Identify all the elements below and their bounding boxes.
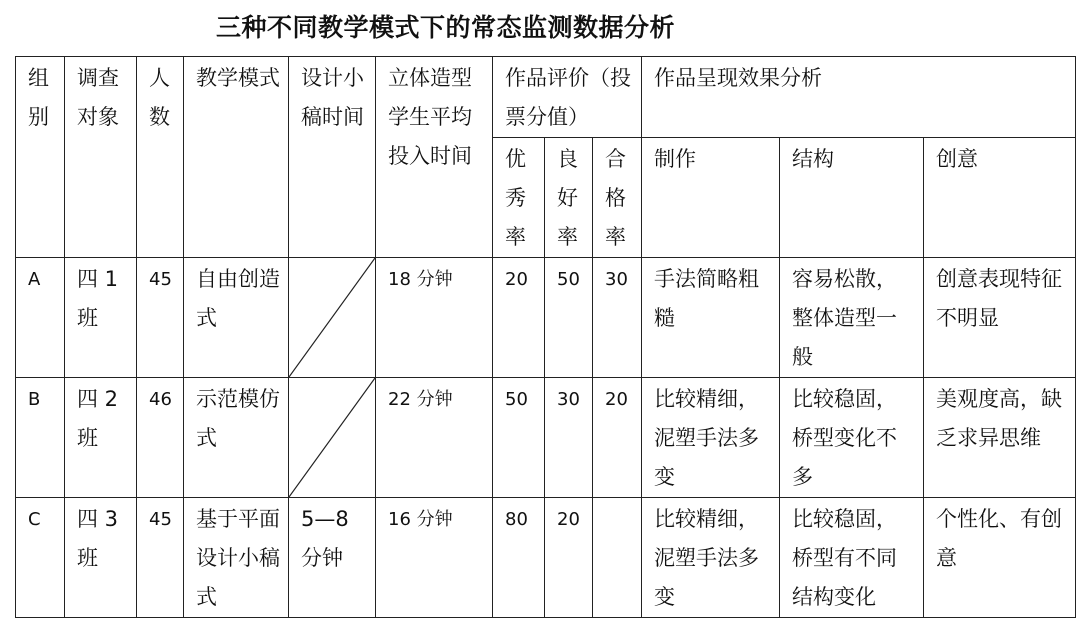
- cell-structure: 比较稳固，桥型有不同结构变化: [780, 498, 924, 618]
- header-rating-pass: 合格率: [593, 138, 642, 258]
- cell-excellent: 50: [493, 378, 545, 498]
- table-row: [16, 498, 1076, 618]
- cell-mode: 自由创造式: [184, 258, 289, 378]
- diagonal-slash: [289, 378, 375, 497]
- header-effect-structure: 结构: [780, 138, 924, 258]
- cell-excellent: 80: [493, 498, 545, 618]
- cell-count: 45: [137, 498, 184, 618]
- cell-sketch-time-empty: [289, 378, 376, 498]
- cell-mode: 基于平面设计小稿式: [184, 498, 289, 618]
- header-rating-excellent: 优秀率: [493, 138, 545, 258]
- cell-make: 手法简略粗糙: [642, 258, 780, 378]
- header-effect: 作品呈现效果分析: [642, 57, 1076, 138]
- cell-avg-time: 22 分钟: [376, 378, 493, 498]
- cell-sketch-time: 5—8 分钟: [289, 498, 376, 618]
- data-table: [15, 56, 1076, 618]
- cell-good: 30: [545, 378, 593, 498]
- header-mode: 教学模式: [184, 57, 289, 258]
- header-effect-creative: 创意: [924, 138, 1076, 258]
- cell-avg-time: 16 分钟: [376, 498, 493, 618]
- header-effect-make: 制作: [642, 138, 780, 258]
- cell-subject: 四 2 班: [65, 378, 137, 498]
- cell-pass: 30: [593, 258, 642, 378]
- cell-subject: 四 3 班: [65, 498, 137, 618]
- cell-group: B: [16, 378, 65, 498]
- page-title: 三种不同教学模式下的常态监测数据分析: [216, 13, 676, 42]
- cell-creative: 创意表现特征不明显: [924, 258, 1076, 378]
- table-row: [16, 378, 1076, 498]
- header-group: 组别: [16, 57, 65, 258]
- cell-make: 比较精细，泥塑手法多变: [642, 498, 780, 618]
- cell-sketch-time-empty: [289, 258, 376, 378]
- header-rating: 作品评价（投票分值）: [493, 57, 642, 138]
- cell-make: 比较精细，泥塑手法多变: [642, 378, 780, 498]
- cell-count: 46: [137, 378, 184, 498]
- cell-excellent: 20: [493, 258, 545, 378]
- cell-avg-time: 18 分钟: [376, 258, 493, 378]
- cell-good: 50: [545, 258, 593, 378]
- header-count: 人数: [137, 57, 184, 258]
- cell-pass: [593, 498, 642, 618]
- header-subject: 调查对象: [65, 57, 137, 258]
- cell-creative: 个性化、有创意: [924, 498, 1076, 618]
- cell-structure: 比较稳固，桥型变化不多: [780, 378, 924, 498]
- cell-good: 20: [545, 498, 593, 618]
- cell-group: A: [16, 258, 65, 378]
- header-row-1: [16, 57, 1076, 138]
- header-rating-good: 良好率: [545, 138, 593, 258]
- cell-subject: 四 1 班: [65, 258, 137, 378]
- cell-structure: 容易松散，整体造型一般: [780, 258, 924, 378]
- diagonal-slash: [289, 258, 375, 377]
- header-sketch-time: 设计小稿时间: [289, 57, 376, 258]
- cell-pass: 20: [593, 378, 642, 498]
- header-avg-time: 立体造型学生平均投入时间: [376, 57, 493, 258]
- cell-count: 45: [137, 258, 184, 378]
- cell-group: C: [16, 498, 65, 618]
- cell-mode: 示范模仿式: [184, 378, 289, 498]
- table-row: [16, 258, 1076, 378]
- cell-creative: 美观度高，缺乏求异思维: [924, 378, 1076, 498]
